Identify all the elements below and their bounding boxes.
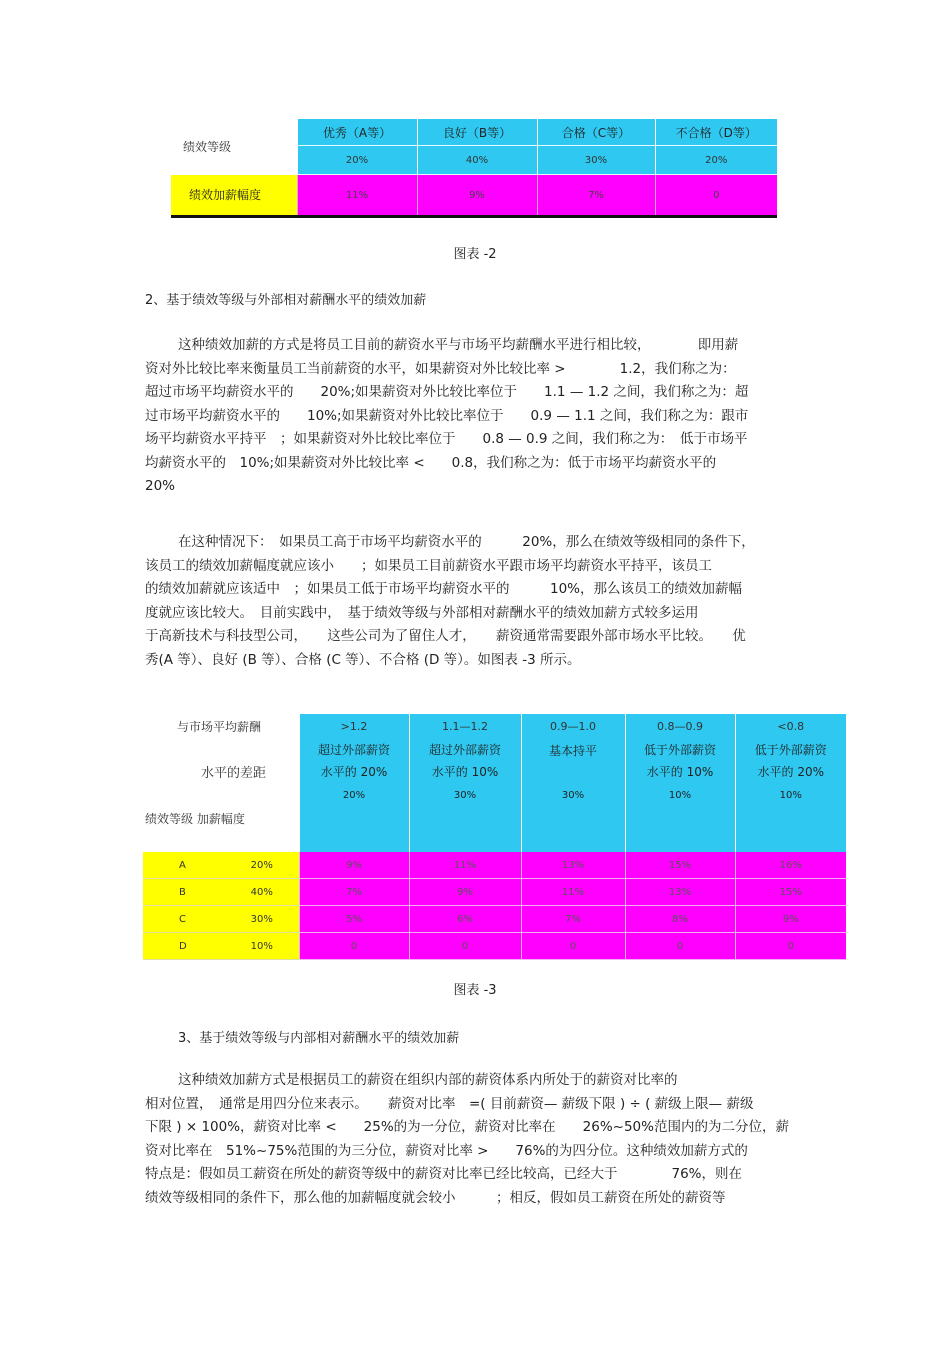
text-line: 的绩效加薪就应该适中 ；如果员工低于市场平均薪资水平的 10%，那么该员工的绩效加薪幅 [145, 581, 743, 597]
distribution-d-cell: 20% [655, 146, 777, 175]
desc-line: 超过外部薪资 [318, 743, 391, 757]
grade-cell: C [143, 906, 225, 933]
corner-label-gap: 水平的差距 [201, 766, 267, 781]
desc-line: 水平的 10% [431, 765, 499, 779]
range-share: 30% [521, 784, 625, 852]
section-2-heading: 2、基于绩效等级与外部相对薪酬水平的绩效加薪 [145, 293, 427, 308]
grade-percent-cell: 10% [225, 933, 299, 960]
range-header: <0.8 [735, 714, 846, 738]
figure-caption-3: 图表 -3 [453, 983, 497, 998]
range-share: 10% [625, 784, 735, 852]
text-line: 度就应该比较大。 目前实践中， 基于绩效等级与外部相对薪酬水平的绩效加薪方式较多运用 [145, 604, 699, 621]
raise-b-cell: 9% [417, 175, 537, 217]
raise-value-cell: 9% [299, 852, 409, 879]
raise-a-cell: 11% [297, 175, 417, 217]
grade-b-cell: 良好（B等） [417, 119, 537, 146]
section-2-paragraph-1 [145, 334, 748, 499]
range-description [625, 738, 735, 784]
distribution-a-cell: 20% [297, 146, 417, 175]
text-line: 于高新技术与科技型公司， 这些公司为了留住人才， 薪资通常需要跟外部市场水平比较。 优 [145, 628, 746, 644]
grade-c-cell: 合格（C等） [537, 119, 655, 146]
raise-value-cell: 5% [299, 906, 409, 933]
desc-line: 基本持平 [549, 744, 598, 758]
text-line: 这种绩效加薪的方式是将员工目前的薪资水平与市场平均薪酬水平进行相比较， 即用薪 [178, 337, 739, 353]
desc-line: 水平的 20% [320, 765, 388, 779]
corner-label-market: 与市场平均薪酬 [143, 714, 299, 738]
external-pay-raise-table [143, 714, 846, 960]
text-line: 均薪资水平的 10%;如果薪资对外比较比率 < 0.8，我们称之为：低于市场平均薪资水平的 [145, 454, 717, 471]
raise-value-cell: 7% [299, 879, 409, 906]
grade-header-cell: 绩效等级 [171, 119, 297, 175]
text-line: 资对比率在 51%~75%范围的为三分位，薪资对比率 > 76%的为四分位。这种绩效加薪方式的 [145, 1142, 748, 1159]
range-share: 20% [299, 784, 409, 852]
grade-cell: B [143, 879, 225, 906]
raise-label-cell: 绩效加薪幅度 [171, 175, 297, 217]
distribution-b-cell: 40% [417, 146, 537, 175]
grade-d-cell: 不合格（D等） [655, 119, 777, 146]
text-line: 过市场平均薪资水平的 10%;如果薪资对外比较比率位于 0.9 — 1.1 之间，我们称之为：跟市 [145, 407, 749, 424]
performance-grade-table [171, 119, 777, 218]
range-description [735, 738, 846, 784]
desc-line: 低于外部薪资 [644, 743, 717, 757]
raise-value-cell: 16% [735, 852, 846, 879]
raise-value-cell: 8% [625, 906, 735, 933]
raise-value-cell: 6% [409, 906, 521, 933]
desc-line: 水平的 10% [646, 765, 714, 779]
grade-percent-cell: 30% [225, 906, 299, 933]
table-row [143, 852, 846, 879]
desc-line: 超过外部薪资 [429, 743, 502, 757]
raise-value-cell: 0 [735, 933, 846, 960]
text-line: 这种绩效加薪方式是根据员工的薪资在组织内部的薪资体系内所处于的薪资对比率的 [178, 1072, 678, 1088]
raise-value-cell: 15% [625, 852, 735, 879]
range-header: >1.2 [299, 714, 409, 738]
raise-value-cell: 0 [409, 933, 521, 960]
raise-c-cell: 7% [537, 175, 655, 217]
section-3-paragraph [145, 1069, 789, 1210]
corner-label-cell [143, 738, 299, 852]
range-description [521, 738, 625, 784]
text-line: 在这种情况下： 如果员工高于市场平均薪资水平的 20%，那么在绩效等级相同的条件下， [178, 534, 755, 550]
text-line: 特点是：假如员工薪资在所处的薪资等级中的薪资对比率已经比较高，已经大于 76%，则在 [145, 1166, 743, 1182]
range-share: 30% [409, 784, 521, 852]
grade-percent-cell: 20% [225, 852, 299, 879]
raise-value-cell: 11% [409, 852, 521, 879]
text-line: 场平均薪资水平持平 ；如果薪资对外比较比率位于 0.8 — 0.9 之间，我们称之为： 低于市场平 [145, 431, 748, 447]
raise-value-cell: 11% [521, 879, 625, 906]
figure-caption-2: 图表 -2 [453, 247, 497, 262]
range-header: 0.8—0.9 [625, 714, 735, 738]
raise-value-cell: 7% [521, 906, 625, 933]
text-line: 资对外比较比率来衡量员工当前薪资的水平，如果薪资对外比较比率 > 1.2，我们称之为： [145, 360, 736, 377]
table-row [143, 879, 846, 906]
grade-cell: A [143, 852, 225, 879]
raise-value-cell: 0 [625, 933, 735, 960]
text-line: 秀(A 等）、良好 (B 等）、合格 (C 等）、不合格 (D 等）。如图表 -3 所示。 [145, 651, 581, 668]
section-2-paragraph-2 [145, 531, 755, 672]
range-description [299, 738, 409, 784]
text-line: 相对位置， 通常是用四分位来表示。 薪资对比率 =( 目前薪资— 薪级下限 ) ÷ ( 薪级上限— 薪级 [145, 1095, 754, 1112]
distribution-c-cell: 30% [537, 146, 655, 175]
text-line: 下限 ) × 100%，薪资对比率 < 25%的为一分位，薪资对比率在 26%~50%范围内的为二分位，薪 [145, 1119, 789, 1135]
raise-value-cell: 0 [299, 933, 409, 960]
raise-d-cell: 0 [655, 175, 777, 217]
corner-label-grade: 绩效等级 加薪幅度 [145, 812, 245, 826]
raise-value-cell: 13% [521, 852, 625, 879]
text-line: 超过市场平均薪资水平的 20%;如果薪资对外比较比率位于 1.1 — 1.2 之间，我们称之为：超 [145, 384, 749, 400]
range-share: 10% [735, 784, 846, 852]
raise-value-cell: 13% [625, 879, 735, 906]
raise-value-cell: 0 [521, 933, 625, 960]
grade-percent-cell: 40% [225, 879, 299, 906]
raise-value-cell: 9% [735, 906, 846, 933]
range-description [409, 738, 521, 784]
table-row [143, 906, 846, 933]
text-line: 绩效等级相同的条件下，那么他的加薪幅度就会较小 ；相反，假如员工薪资在所处的薪资等 [145, 1189, 726, 1206]
raise-value-cell: 15% [735, 879, 846, 906]
range-header: 0.9—1.0 [521, 714, 625, 738]
range-header: 1.1—1.2 [409, 714, 521, 738]
text-line: 20% [145, 478, 176, 494]
grade-a-cell: 优秀（A等） [297, 119, 417, 146]
section-3-heading: 3、基于绩效等级与内部相对薪酬水平的绩效加薪 [178, 1031, 460, 1046]
grade-cell: D [143, 933, 225, 960]
desc-line: 水平的 20% [757, 765, 825, 779]
text-line: 该员工的绩效加薪幅度就应该小 ；如果员工目前薪资水平跟市场平均薪资水平持平，该员工 [145, 557, 712, 574]
raise-value-cell: 9% [409, 879, 521, 906]
table-row [143, 933, 846, 960]
desc-line: 低于外部薪资 [754, 743, 827, 757]
